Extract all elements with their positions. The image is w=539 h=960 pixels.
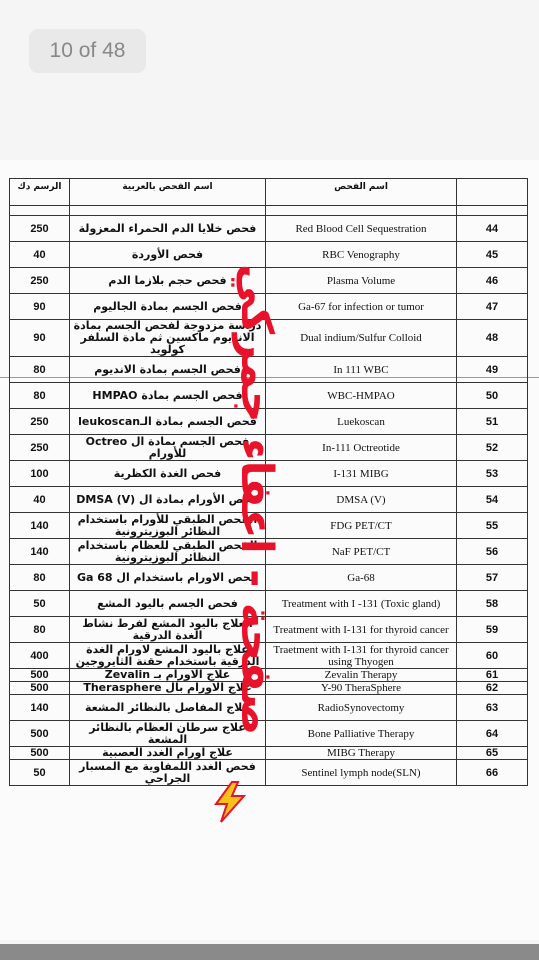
header-arabic-name: اسم الفحص بالعربية — [70, 179, 266, 206]
fee-cell: 250 — [10, 409, 70, 435]
fee-cell: 40 — [10, 487, 70, 513]
fee-cell: 500 — [10, 682, 70, 695]
number-cell: 55 — [457, 513, 528, 539]
number-cell: 52 — [457, 435, 528, 461]
english-name-cell: Luekoscan — [266, 409, 457, 435]
number-cell: 64 — [457, 721, 528, 747]
english-name-cell: Red Blood Cell Sequestration — [266, 216, 457, 242]
fee-cell: 140 — [10, 539, 70, 565]
fee-cell: 250 — [10, 268, 70, 294]
english-name-cell: Zevalin Therapy — [266, 669, 457, 682]
number-cell: 58 — [457, 591, 528, 617]
number-cell: 54 — [457, 487, 528, 513]
english-name-cell: NaF PET/CT — [266, 539, 457, 565]
fee-cell: 400 — [10, 643, 70, 669]
english-name-cell: Bone Palliative Therapy — [266, 721, 457, 747]
fee-cell: 500 — [10, 669, 70, 682]
number-cell: 61 — [457, 669, 528, 682]
arabic-name-cell: فحص الجسم بمادة الانديوم — [70, 357, 266, 383]
number-cell: 45 — [457, 242, 528, 268]
header-number — [457, 179, 528, 206]
fee-cell: 250 — [10, 216, 70, 242]
number-cell: 46 — [457, 268, 528, 294]
english-name-cell: Ga-68 — [266, 565, 457, 591]
arabic-name-cell: الفحص الطبقي للأورام باستخدام النظائر البوزيترونية — [70, 513, 266, 539]
arabic-name-cell: فحص الاورام باستخدام ال Ga 68 — [70, 565, 266, 591]
fee-cell: 50 — [10, 760, 70, 786]
english-name-cell: FDG PET/CT — [266, 513, 457, 539]
arabic-name-cell: علاج الاورام بـ Zevalin — [70, 669, 266, 682]
arabic-name-cell: علاج الاورام بال Therasphere — [70, 682, 266, 695]
english-name-cell: Plasma Volume — [266, 268, 457, 294]
number-cell: 62 — [457, 682, 528, 695]
fee-cell: 80 — [10, 617, 70, 643]
english-name-cell: Treatment with I-131 for thyroid cancer — [266, 617, 457, 643]
english-name-cell: Ga-67 for infection or tumor — [266, 294, 457, 320]
english-name-cell: I-131 MIBG — [266, 461, 457, 487]
arabic-name-cell: فحص الجسم باليود المشع — [70, 591, 266, 617]
fee-cell: 250 — [10, 435, 70, 461]
number-cell: 44 — [457, 216, 528, 242]
number-cell: 66 — [457, 760, 528, 786]
spacer-row — [10, 206, 528, 216]
number-cell: 47 — [457, 294, 528, 320]
fee-cell: 500 — [10, 747, 70, 760]
fee-cell: 80 — [10, 565, 70, 591]
arabic-name-cell: علاج المفاصل بالنظائر المشعة — [70, 695, 266, 721]
english-name-cell: Y-90 TheraSphere — [266, 682, 457, 695]
english-name-cell: RBC Venography — [266, 242, 457, 268]
number-cell: 57 — [457, 565, 528, 591]
number-cell: 56 — [457, 539, 528, 565]
arabic-name-cell: فحص حجم بلازما الدم — [70, 268, 266, 294]
arabic-name-cell: فحص الجسم بمادة الـleukoscan — [70, 409, 266, 435]
header-fee: الرسم دك — [10, 179, 70, 206]
arabic-name-cell: فحص الجسم بمادة الجاليوم — [70, 294, 266, 320]
arabic-name-cell: فحص الجسم بمادة HMPAO — [70, 383, 266, 409]
table-header-row — [10, 179, 528, 206]
arabic-name-cell: فحص خلايا الدم الحمراء المعزولة — [70, 216, 266, 242]
fee-cell: 80 — [10, 357, 70, 383]
english-name-cell: MIBG Therapy — [266, 747, 457, 760]
english-name-cell: In-111 Octreotide — [266, 435, 457, 461]
number-cell: 51 — [457, 409, 528, 435]
english-name-cell: In 111 WBC — [266, 357, 457, 383]
arabic-name-cell: فحص الغدة الكظرية — [70, 461, 266, 487]
english-name-cell: Dual indium/Sulfur Colloid — [266, 320, 457, 357]
fee-cell: 50 — [10, 591, 70, 617]
bottom-bar — [0, 944, 539, 960]
arabic-name-cell: العلاج باليود المشع لفرط نشاط الغدة الدرقية — [70, 617, 266, 643]
handwritten-note: صفحة - اعفاء جمركي — [231, 264, 282, 736]
fee-cell: 80 — [10, 383, 70, 409]
english-name-cell: DMSA (V) — [266, 487, 457, 513]
number-cell: 63 — [457, 695, 528, 721]
number-cell: 59 — [457, 617, 528, 643]
arabic-name-cell: فحص الأوردة — [70, 242, 266, 268]
number-cell: 65 — [457, 747, 528, 760]
arabic-name-cell: الفحص الطبقي للعظام باستخدام النظائر البوزيترونية — [70, 539, 266, 565]
number-cell: 53 — [457, 461, 528, 487]
number-cell: 48 — [457, 320, 528, 357]
arabic-name-cell: علاج باليود المشع لاورام الغدة الدرقية باستخدام حقنة الثايروجين — [70, 643, 266, 669]
arabic-name-cell: علاج سرطان العظام بالنظائر المشعة — [70, 721, 266, 747]
english-name-cell: WBC-HMPAO — [266, 383, 457, 409]
english-name-cell: RadioSynovectomy — [266, 695, 457, 721]
fee-cell: 90 — [10, 294, 70, 320]
arabic-name-cell: فحص الغدد اللمفاوية مع المسبار الجراحي — [70, 760, 266, 786]
fee-cell: 90 — [10, 320, 70, 357]
english-name-cell: Treatment with I -131 (Toxic gland) — [266, 591, 457, 617]
arabic-name-cell: علاج اورام الغدد العصبية — [70, 747, 266, 760]
fee-cell: 100 — [10, 461, 70, 487]
english-name-cell: Sentinel lymph node(SLN) — [266, 760, 457, 786]
arabic-name-cell: فحص الجسم بمادة ال Octreo للأورام — [70, 435, 266, 461]
fee-cell: 140 — [10, 695, 70, 721]
lightning-bolt-icon — [208, 780, 252, 824]
arabic-name-cell: فحص الأورام بمادة ال DMSA (V) — [70, 487, 266, 513]
number-cell: 60 — [457, 643, 528, 669]
number-cell: 49 — [457, 357, 528, 383]
page-counter: 10 of 48 — [29, 29, 146, 73]
arabic-name-cell: دراسة مزدوجة لفحص الجسم بمادة الانديوم ماكسين ثم مادة السلفر كولويد — [70, 320, 266, 357]
english-name-cell: Traetment with I-131 for thyroid cancer using Thyogen — [266, 643, 457, 669]
header-english-name: اسم الفحص — [266, 179, 457, 206]
fee-cell: 140 — [10, 513, 70, 539]
fee-cell: 500 — [10, 721, 70, 747]
fee-cell: 40 — [10, 242, 70, 268]
number-cell: 50 — [457, 383, 528, 409]
